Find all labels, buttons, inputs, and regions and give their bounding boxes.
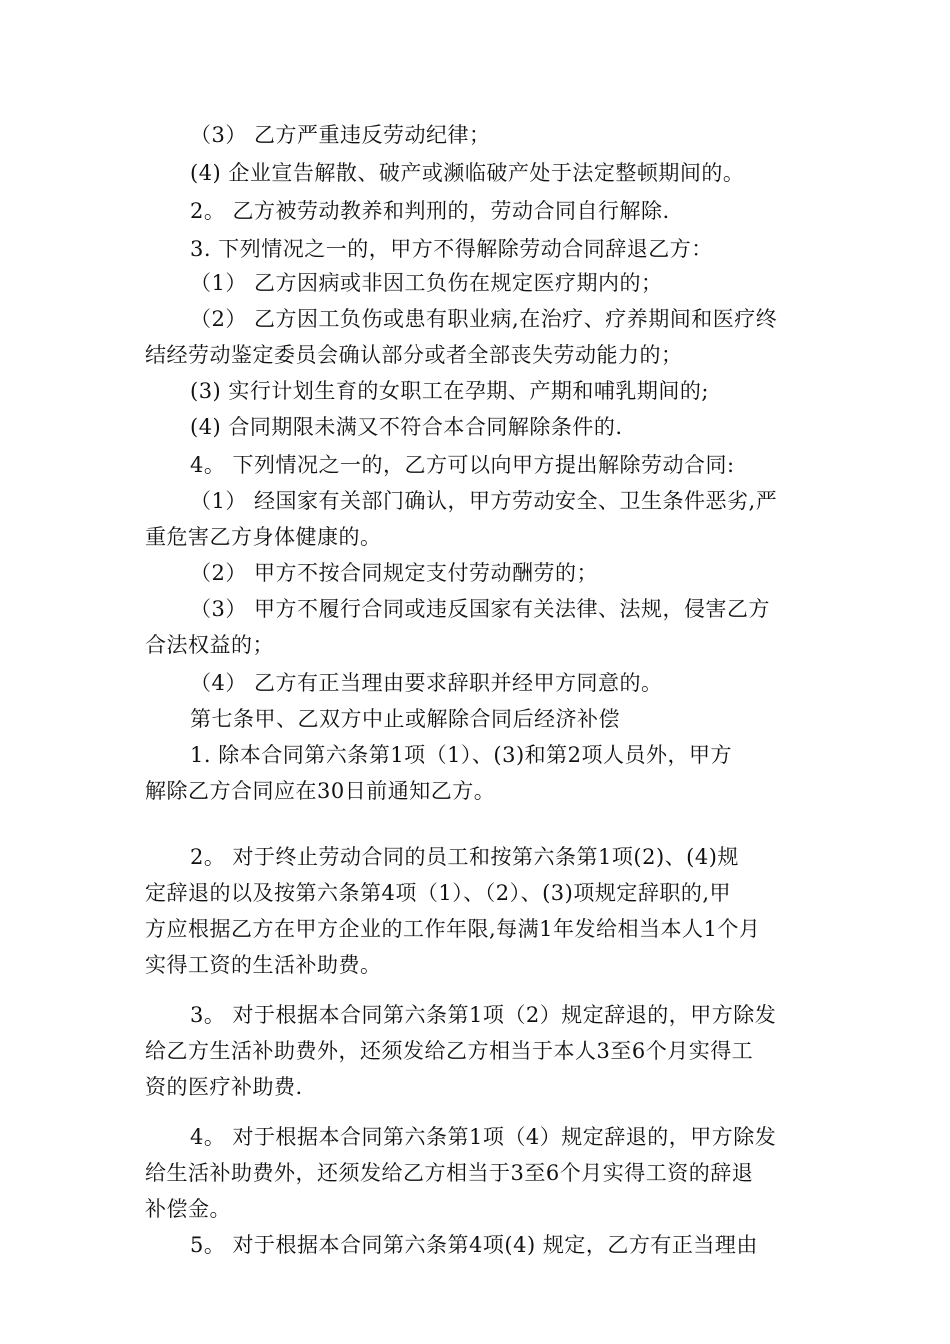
text-line: 补偿金。 (145, 1197, 231, 1221)
text-line: （4） 乙方有正当理由要求辞职并经甲方同意的。 (190, 671, 663, 695)
text-line: 实得工资的生活补助费。 (145, 953, 382, 977)
text-line: （1） 经国家有关部门确认，甲方劳动安全、卫生条件恶劣,严 (190, 489, 778, 513)
text-line: （2） 甲方不按合同规定支付劳动酬劳的； (190, 561, 599, 585)
text-line: 给乙方生活补助费外，还须发给乙方相当于本人3至6个月实得工 (145, 1039, 754, 1063)
text-line: （1） 乙方因病或非因工负伤在规定医疗期内的； (190, 271, 663, 295)
text-line: 2。 对于终止劳动合同的员工和按第六条第1项(2)、(4)规 (190, 845, 739, 869)
text-line: (4) 合同期限未满又不符合本合同解除条件的. (190, 415, 623, 439)
text-line: 解除乙方合同应在30日前通知乙方。 (145, 779, 496, 803)
text-line: 合法权益的； (145, 633, 274, 657)
text-line: 2。 乙方被劳动教养和判刑的，劳动合同自行解除. (190, 199, 670, 223)
text-line: 方应根据乙方在甲方企业的工作年限,每满1年发给相当本人1个月 (145, 917, 761, 941)
text-line: 4。 下列情况之一的，乙方可以向甲方提出解除劳动合同: (190, 453, 735, 477)
text-line: 定辞退的以及按第六条第4项（1）、（2）、(3)项规定辞职的,甲 (145, 881, 732, 905)
text-line: 3. 下列情况之一的，甲方不得解除劳动合同辞退乙方： (190, 237, 713, 261)
text-line: 重危害乙方身体健康的。 (145, 525, 382, 549)
text-line: （3） 甲方不履行合同或违反国家有关法律、法规，侵害乙方 (190, 597, 771, 621)
text-line: 5。 对于根据本合同第六条第4项(4) 规定，乙方有正当理由 (190, 1233, 758, 1257)
text-line: 给生活补助费外，还须发给乙方相当于3至6个月实得工资的辞退 (145, 1161, 754, 1185)
text-line: 4。 对于根据本合同第六条第1项（4）规定辞退的，甲方除发 (190, 1125, 777, 1149)
text-line: 1. 除本合同第六条第1项（1）、(3)和第2项人员外，甲方 (190, 743, 733, 767)
text-line: (3) 实行计划生育的女职工在孕期、产期和哺乳期间的; (190, 379, 709, 403)
text-line: 3。 对于根据本合同第六条第1项（2）规定辞退的，甲方除发 (190, 1003, 777, 1027)
section-heading: 第七条甲、乙双方中止或解除合同后经济补偿 (190, 707, 620, 731)
text-line: （3） 乙方严重违反劳动纪律； (190, 123, 491, 147)
text-line: 资的医疗补助费. (145, 1075, 303, 1099)
text-line: (4) 企业宣告解散、破产或濒临破产处于法定整顿期间的。 (190, 161, 745, 185)
text-line: （2） 乙方因工负伤或患有职业病,在治疗、疗养期间和医疗终 (190, 307, 778, 331)
text-line: 结经劳动鉴定委员会确认部分或者全部丧失劳动能力的； (145, 343, 683, 367)
